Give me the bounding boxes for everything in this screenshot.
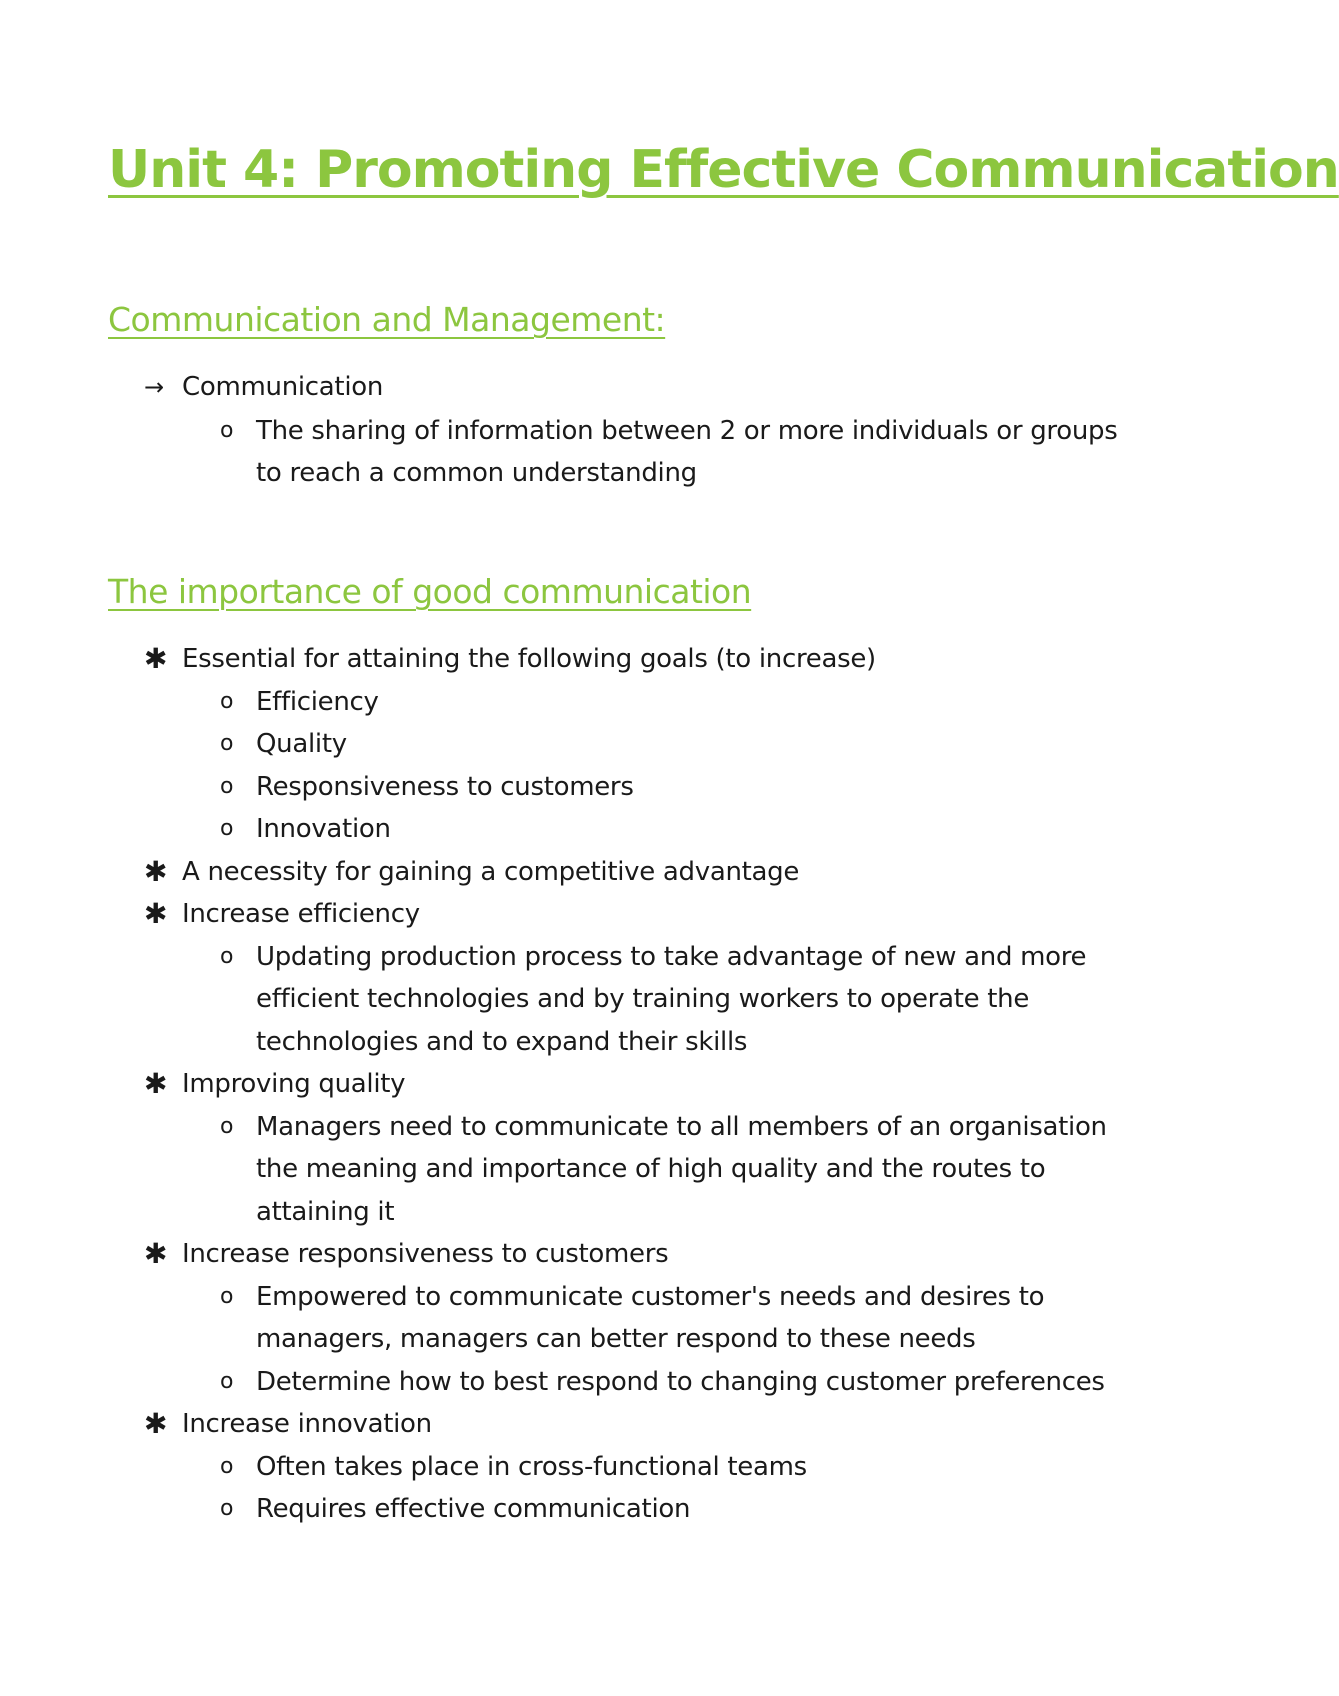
- list-item: Often takes place in cross-functional teams: [256, 1452, 807, 1482]
- star-bullet-icon: ✱: [144, 855, 168, 888]
- list-item: Quality: [256, 729, 347, 759]
- circle-bullet-icon: o: [220, 944, 234, 969]
- page-title: Unit 4: Promoting Effective Communication: [108, 140, 1339, 200]
- circle-bullet-icon: o: [220, 731, 234, 756]
- list-item-continuation: the meaning and importance of high quality and the routes to: [256, 1154, 1046, 1184]
- list-item-continuation: technologies and to expand their skills: [256, 1027, 748, 1057]
- list-item: Efficiency: [256, 687, 379, 717]
- circle-bullet-icon: o: [220, 1496, 234, 1521]
- circle-bullet-icon: o: [220, 1454, 234, 1479]
- star-bullet-icon: ✱: [144, 1407, 168, 1440]
- circle-bullet-icon: o: [220, 1284, 234, 1309]
- list-item: Increase efficiency: [182, 899, 420, 929]
- list-item-continuation: efficient technologies and by training workers to operate the: [256, 984, 1030, 1014]
- circle-bullet-icon: o: [220, 1114, 234, 1139]
- circle-bullet-icon: o: [220, 816, 234, 841]
- list-item: The sharing of information between 2 or more individuals or groups: [256, 416, 1118, 446]
- star-bullet-icon: ✱: [144, 897, 168, 930]
- list-item: Empowered to communicate customer's needs and desires to: [256, 1282, 1045, 1312]
- list-item: Communication: [182, 372, 384, 402]
- section-heading-importance: The importance of good communication: [108, 572, 752, 611]
- list-item-continuation: managers, managers can better respond to these needs: [256, 1324, 976, 1354]
- list-item: Updating production process to take advantage of new and more: [256, 942, 1087, 972]
- section-heading-communication-management: Communication and Management:: [108, 300, 666, 339]
- list-item: A necessity for gaining a competitive advantage: [182, 857, 800, 887]
- list-item: Requires effective communication: [256, 1494, 691, 1524]
- circle-bullet-icon: o: [220, 774, 234, 799]
- list-item: Improving quality: [182, 1069, 406, 1099]
- star-bullet-icon: ✱: [144, 1067, 168, 1100]
- list-item: Managers need to communicate to all members of an organisation: [256, 1112, 1107, 1142]
- list-item: Increase responsiveness to customers: [182, 1239, 669, 1269]
- list-item-continuation: to reach a common understanding: [256, 458, 697, 488]
- star-bullet-icon: ✱: [144, 642, 168, 675]
- list-item: Increase innovation: [182, 1409, 432, 1439]
- arrow-icon: →: [144, 373, 165, 401]
- circle-bullet-icon: o: [220, 689, 234, 714]
- list-item: Determine how to best respond to changing customer preferences: [256, 1367, 1105, 1397]
- circle-bullet-icon: o: [220, 418, 234, 443]
- circle-bullet-icon: o: [220, 1369, 234, 1394]
- star-bullet-icon: ✱: [144, 1237, 168, 1270]
- list-item: Innovation: [256, 814, 391, 844]
- list-item: Essential for attaining the following goals (to increase): [182, 644, 876, 674]
- list-item-continuation: attaining it: [256, 1197, 395, 1227]
- list-item: Responsiveness to customers: [256, 772, 634, 802]
